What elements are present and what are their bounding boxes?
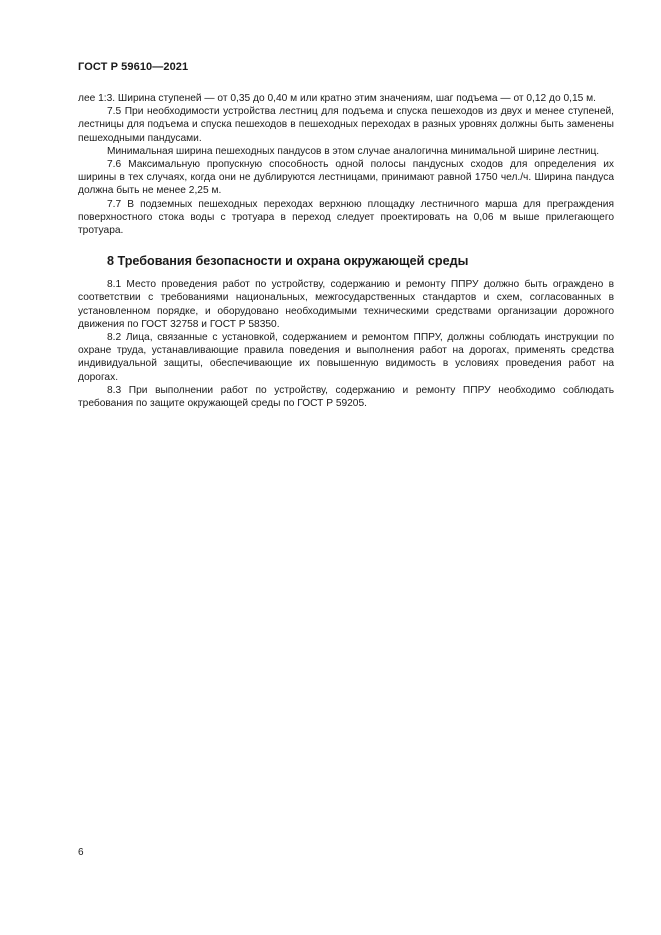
paragraph-7-6: 7.6 Максимальную пропускную способность одной полосы пандусных сходов для определения их ширины в тех случаях, когда они не дублируются лестницами, принимают равной 1750 чел./ч. Ширина пандуса должна быть не менее 2,25 м.: [78, 159, 614, 197]
paragraph-continuation: лее 1:3. Ширина ступеней — от 0,35 до 0,40 м или кратно этим значениям, шаг подъема — от 0,12 до 0,15 м.: [78, 93, 596, 104]
paragraph-ramp-width: Минимальная ширина пешеходных пандусов в этом случае аналогична минимальной ширине лестниц.: [107, 145, 600, 157]
paragraph-7-7: 7.7 В подземных пешеходных переходах верхнюю площадку лестничного марша для преграждения поверхностного стока воды с тротуара в переход следует проектировать на 0,06 м выше прилегающего тротуара.: [78, 198, 614, 237]
section-8-title: 8 Требования безопасности и охрана окружающей среды: [107, 254, 469, 269]
paragraph-8-3: 8.3 При выполнении работ по устройству, содержанию и ремонту ППРУ необходимо соблюдать требования по защите окружающей среды по ГОСТ Р 59205.: [78, 384, 614, 410]
page-number: 6: [78, 847, 84, 858]
paragraph-7-5: 7.5 При необходимости устройства лестниц для подъема и спуска пешеходов из двух и менее ступеней, лестницы для подъема и спуска пешеходов в пешеходных переходах в разных уровнях должны быть заменены пешеходными пандусами.: [78, 106, 614, 144]
document-header: ГОСТ Р 59610—2021: [78, 61, 189, 73]
paragraph-8-2: 8.2 Лица, связанные с установкой, содержанием и ремонтом ППРУ, должны соблюдать инструкции по охране труда, устанавливающие правила поведения и выполнения работ на дорогах, применять средства индивидуальной защиты, обеспечивающие их повышенную видимость в условиях проведения работ на дорогах.: [78, 332, 614, 383]
paragraph-8-1: 8.1 Место проведения работ по устройству, содержанию и ремонту ППРУ должно быть ограждено в соответствии с требованиями национальных, межгосударственных стандартов и схем, согласованных в установленном порядке, и оборудовано необходимыми техническими средствами организации дорожного движения по ГОСТ 32758 и ГОСТ Р 58350.: [78, 279, 614, 330]
document-body: [78, 92, 614, 410]
